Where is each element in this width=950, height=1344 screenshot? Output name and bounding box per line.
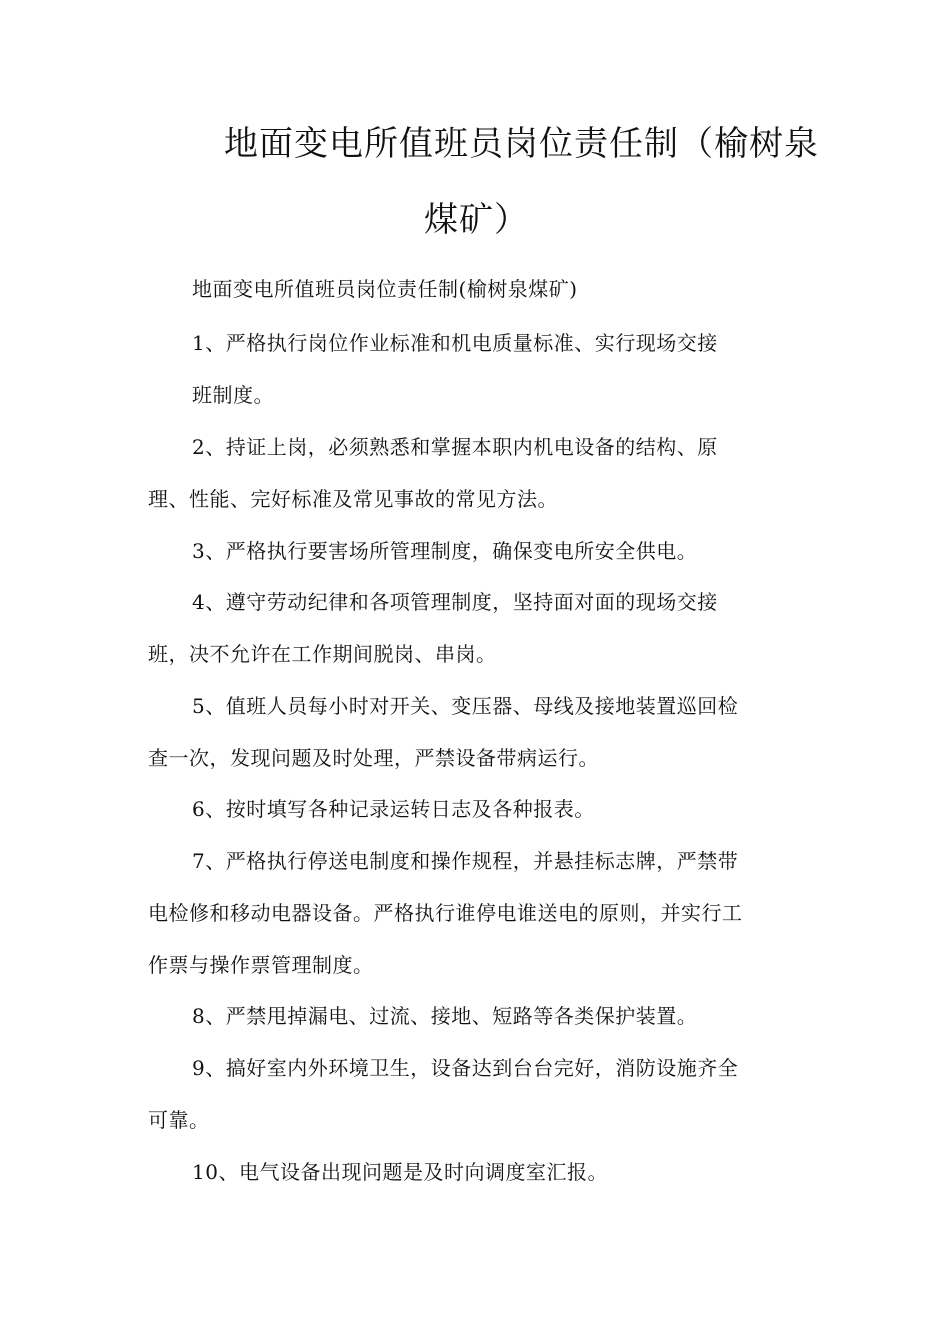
body-line: 7、严格执行停送电制度和操作规程，并悬挂标志牌，严禁带 bbox=[192, 849, 739, 873]
body-line: 9、搞好室内外环境卫生，设备达到台台完好，消防设施齐全 bbox=[192, 1056, 739, 1080]
body-line: 8、严禁甩掉漏电、过流、接地、短路等各类保护装置。 bbox=[192, 1004, 698, 1028]
body-line: 可靠。 bbox=[148, 1108, 210, 1132]
body-line: 电检修和移动电器设备。严格执行谁停电谁送电的原则，并实行工 bbox=[148, 901, 743, 925]
body-line: 2、持证上岗，必须熟悉和掌握本职内机电设备的结构、原 bbox=[192, 435, 718, 459]
body-line: 5、值班人员每小时对开关、变压器、母线及接地装置巡回检 bbox=[192, 694, 739, 718]
body-line: 6、按时填写各种记录运转日志及各种报表。 bbox=[192, 797, 595, 821]
body-line: 班制度。 bbox=[192, 383, 274, 407]
body-line: 理、性能、完好标准及常见事故的常见方法。 bbox=[148, 487, 558, 511]
document-title-line-1: 地面变电所值班员岗位责任制（榆树泉 bbox=[224, 124, 819, 164]
body-line: 3、严格执行要害场所管理制度，确保变电所安全供电。 bbox=[192, 539, 698, 563]
body-line: 10、电气设备出现问题是及时向调度室汇报。 bbox=[192, 1160, 608, 1184]
document-title-line-2: 煤矿） bbox=[424, 200, 529, 240]
body-line: 地面变电所值班员岗位责任制(榆树泉煤矿) bbox=[192, 277, 578, 301]
body-line: 班，决不允许在工作期间脱岗、串岗。 bbox=[148, 642, 497, 666]
body-line: 查一次，发现问题及时处理，严禁设备带病运行。 bbox=[148, 746, 599, 770]
body-line: 4、遵守劳动纪律和各项管理制度，坚持面对面的现场交接 bbox=[192, 590, 718, 614]
body-line: 作票与操作票管理制度。 bbox=[148, 953, 374, 977]
body-line: 1、严格执行岗位作业标准和机电质量标准、实行现场交接 bbox=[192, 331, 718, 355]
